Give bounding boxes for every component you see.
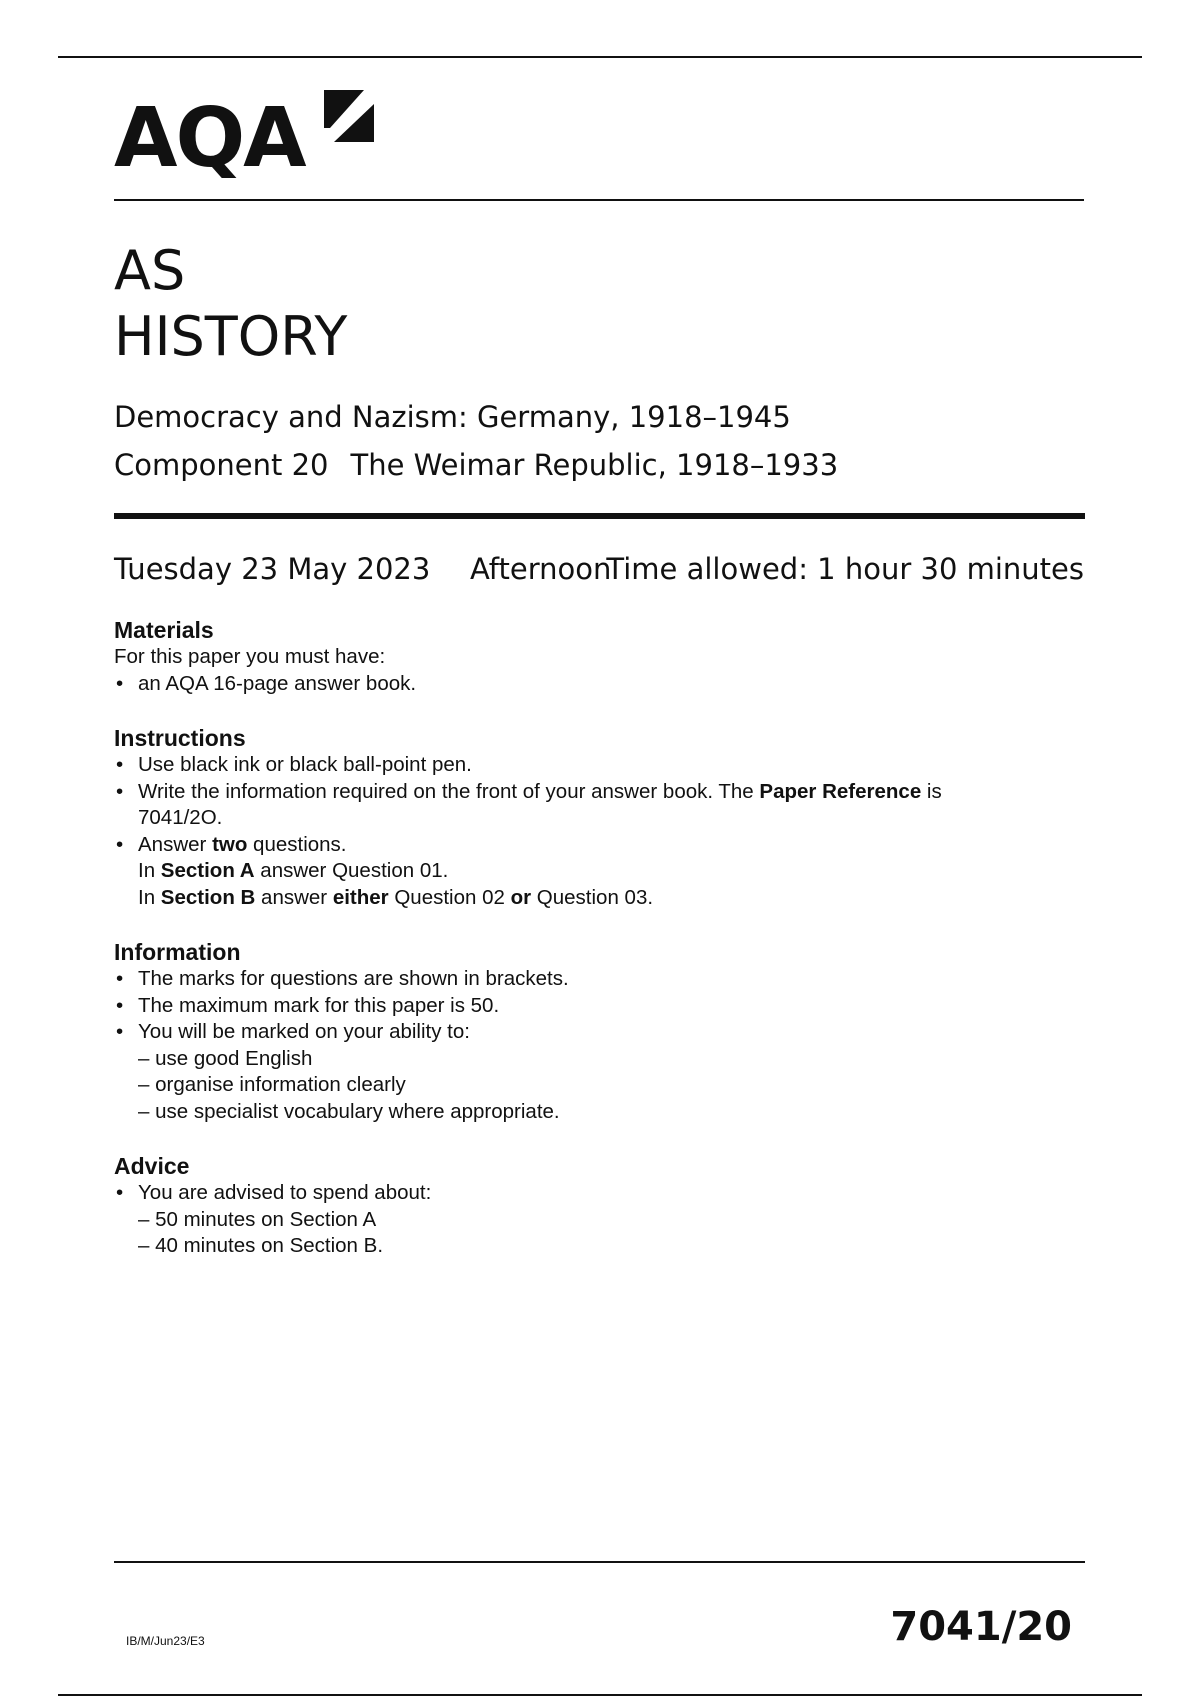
component-line	[114, 448, 839, 482]
advice-section	[114, 1152, 1094, 1260]
emphasis: two	[212, 832, 248, 856]
text-run: answer	[255, 885, 333, 909]
text-run: Question 02	[388, 885, 511, 909]
print-code: IB/M/Jun23/E3	[126, 1634, 205, 1648]
aqa-logo-mark-icon	[318, 88, 378, 148]
emphasis: Section A	[160, 859, 255, 882]
paper-reference-value: 7041/2O.	[138, 806, 223, 829]
component-name: The Weimar Republic, 1918–1933	[350, 448, 839, 482]
advice-item: • You are advised to spend about:	[114, 1180, 1094, 1207]
cover-instructions	[114, 616, 1094, 1287]
information-heading: Information	[114, 939, 241, 965]
information-subitem: – use good English	[138, 1046, 313, 1070]
text-run: Write the information required on the front of your answer book. The	[138, 779, 760, 803]
text-run: Answer	[138, 832, 213, 856]
footer-rule	[114, 1561, 1085, 1563]
advice-subitem: – 50 minutes on Section A	[138, 1207, 377, 1231]
paper-title: Democracy and Nazism: Germany, 1918–1945	[114, 400, 791, 434]
paper-reference-label: Paper Reference	[759, 779, 922, 803]
logo-divider	[114, 199, 1084, 201]
instructions-item	[114, 779, 1094, 806]
section-b-instruction	[114, 885, 1094, 912]
materials-heading: Materials	[114, 617, 214, 643]
exam-session: Afternoon	[470, 552, 612, 586]
information-subitem: – organise information clearly	[138, 1073, 406, 1096]
text-run: is	[921, 779, 942, 803]
text-run: questions.	[247, 832, 347, 856]
text-run: Question 03.	[531, 885, 654, 909]
emphasis: Section B	[160, 885, 256, 909]
information-subitem: – use specialist vocabulary where appropriate.	[138, 1099, 560, 1123]
advice-subitem: – 40 minutes on Section B.	[138, 1234, 384, 1257]
section-a-instruction	[114, 858, 1094, 885]
qualification-level: AS	[114, 239, 186, 302]
materials-section	[114, 616, 1094, 697]
top-rule	[58, 56, 1142, 58]
instructions-item	[114, 832, 1094, 859]
text-run: answer Question 01.	[254, 859, 449, 882]
information-item: • The marks for questions are shown in brackets.	[114, 966, 1094, 993]
subject-title: HISTORY	[114, 305, 348, 368]
instructions-heading: Instructions	[114, 725, 246, 751]
materials-item: • an AQA 16-page answer book.	[114, 671, 1094, 698]
bottom-rule	[58, 1694, 1142, 1696]
component-label: Component 20	[114, 448, 329, 482]
text-run: In	[138, 859, 161, 882]
advice-heading: Advice	[114, 1153, 190, 1179]
information-item: • The maximum mark for this paper is 50.	[114, 993, 1094, 1020]
time-allowed: Time allowed: 1 hour 30 minutes	[606, 552, 1084, 586]
logo-text: AQA	[114, 91, 305, 186]
information-item: • You will be marked on your ability to:	[114, 1019, 1094, 1046]
emphasis: either	[332, 885, 389, 909]
materials-intro: For this paper you must have:	[114, 645, 386, 668]
header-thick-rule	[114, 513, 1085, 519]
emphasis: or	[510, 885, 532, 909]
text-run: In	[138, 885, 161, 909]
instructions-item: • Use black ink or black ball-point pen.	[114, 752, 1094, 779]
information-section	[114, 938, 1094, 1125]
instructions-section	[114, 724, 1094, 911]
exam-date: Tuesday 23 May 2023	[114, 552, 431, 586]
paper-code: 7041/20	[890, 1604, 1072, 1650]
